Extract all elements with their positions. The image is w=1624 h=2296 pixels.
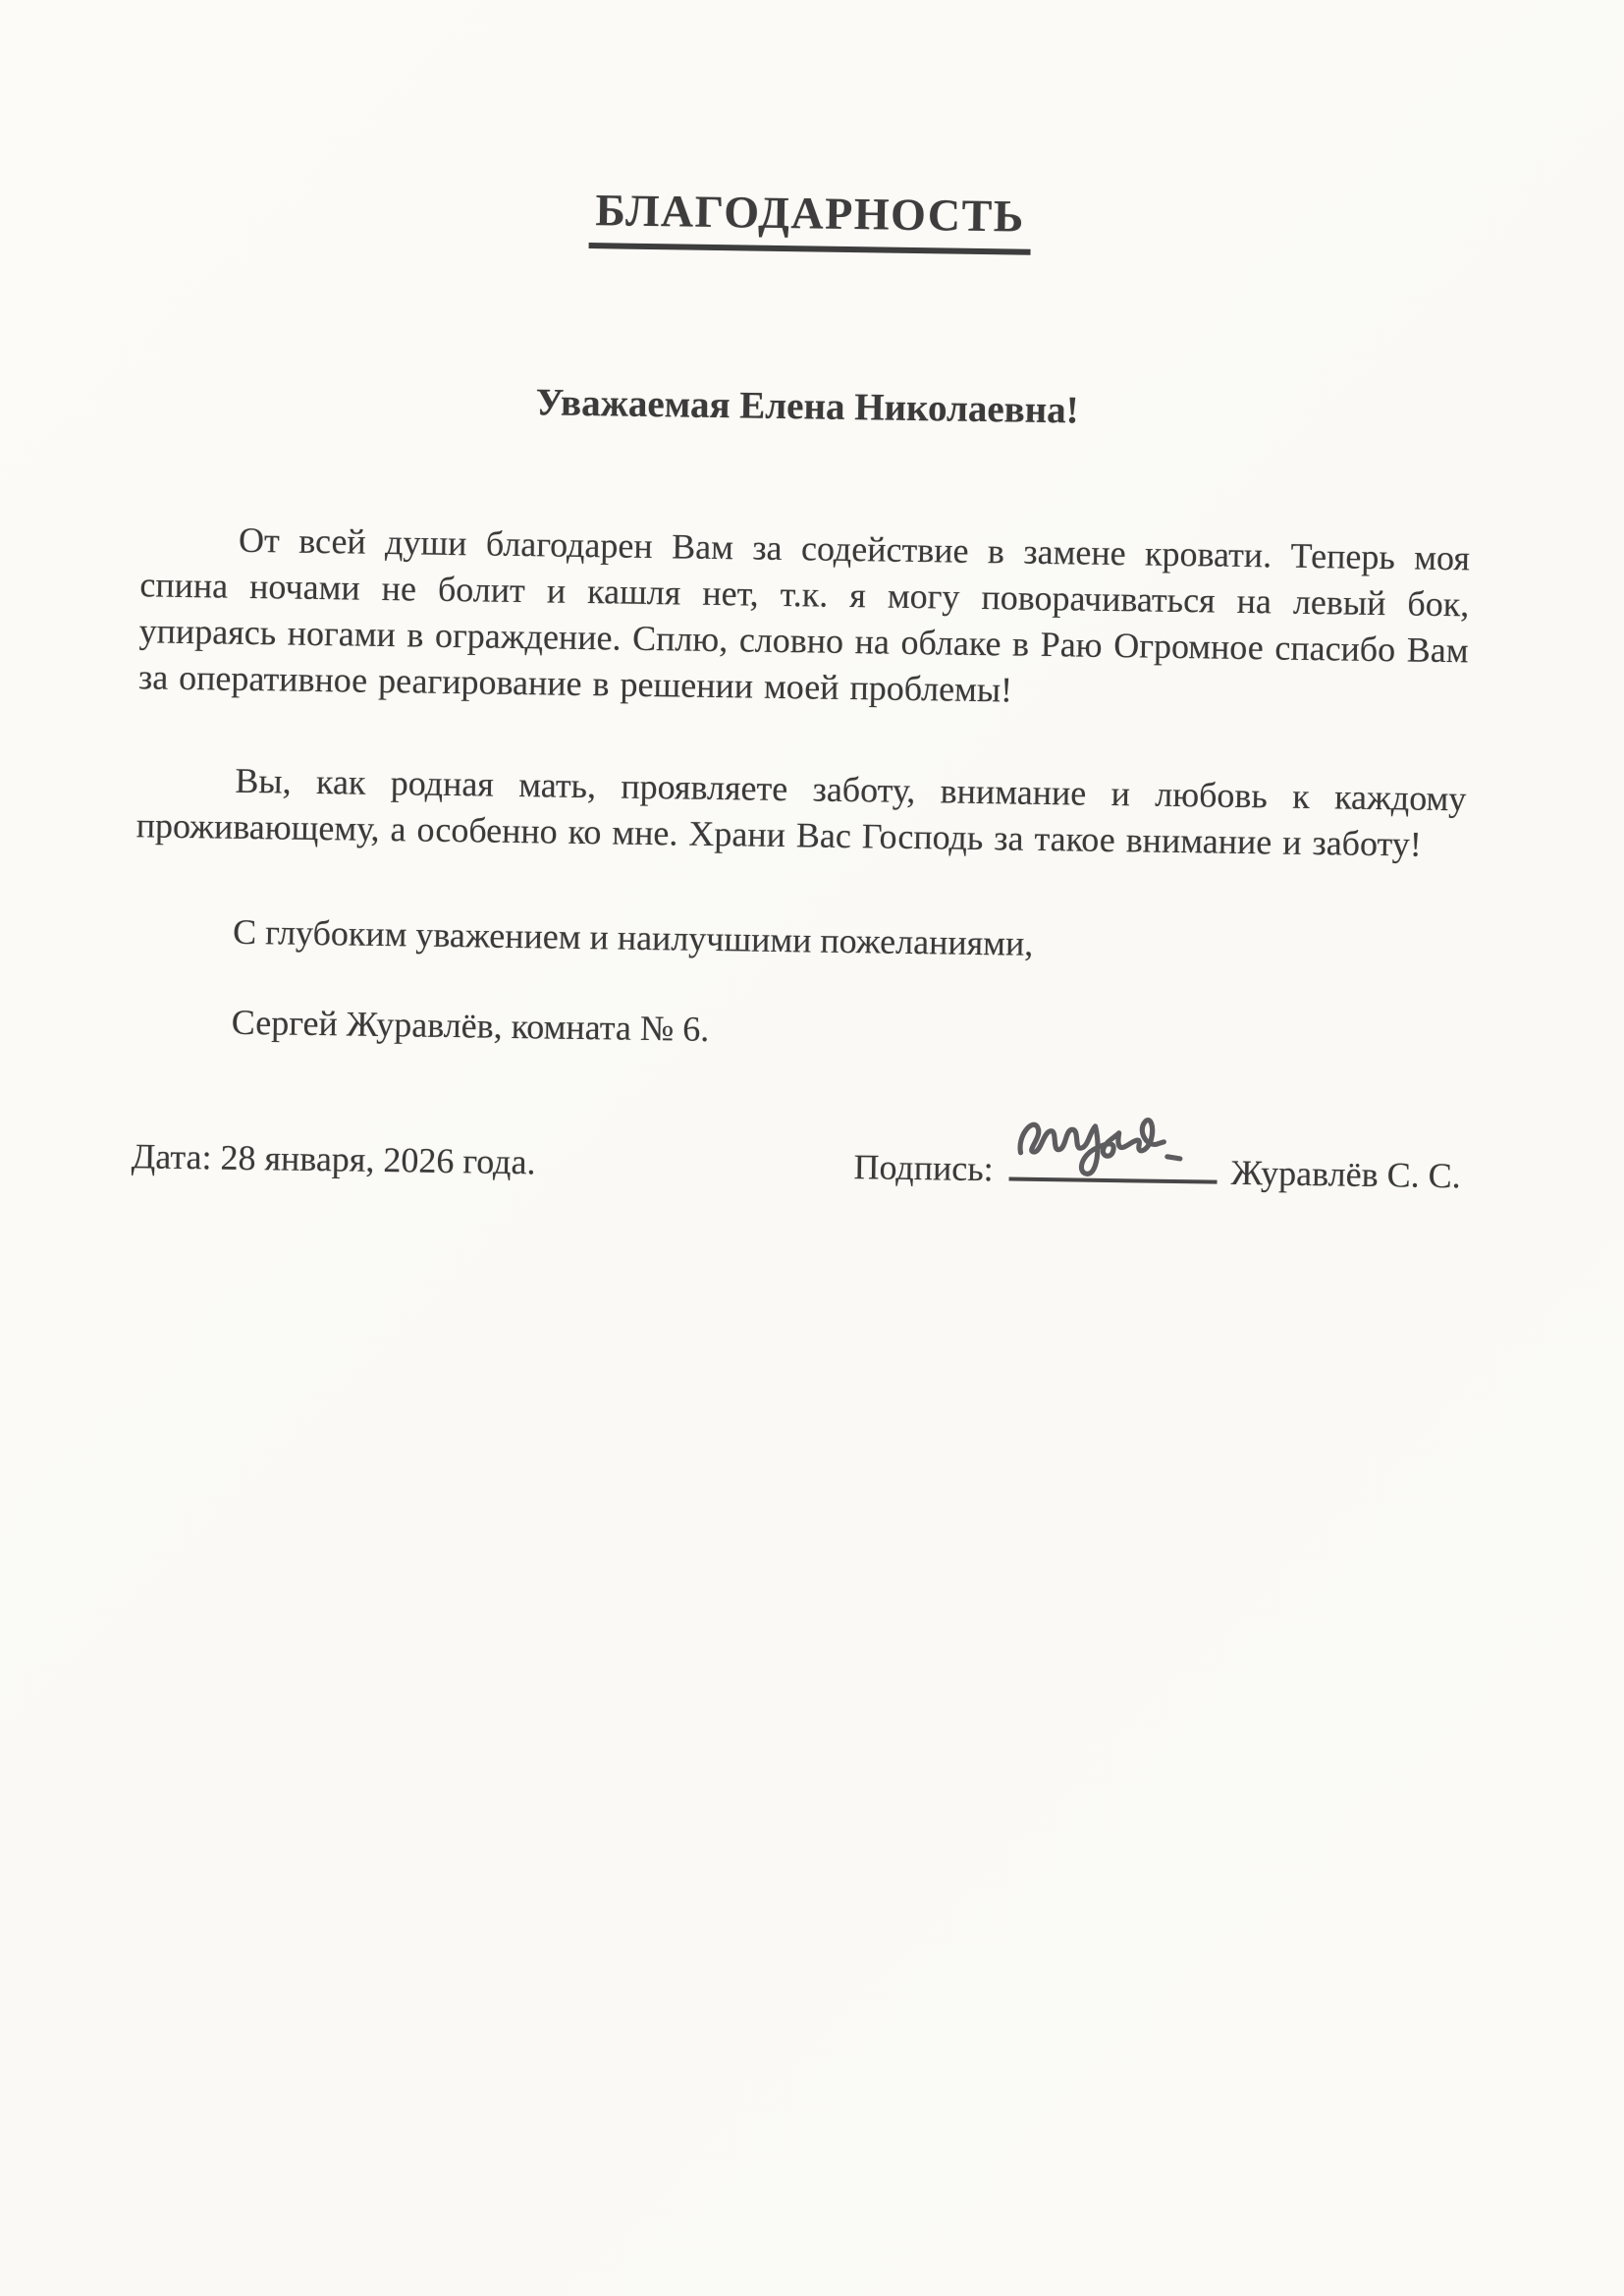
signature-label: Подпись: <box>853 1147 995 1189</box>
date-line: Дата: 28 января, 2026 года. <box>131 1136 536 1182</box>
paragraph-blessing: Вы, как родная мать, проявляете заботу, внимание и любовь к каждому проживающему, а особенно ко мне. Храни Вас Господь за такое внимание и заботу! <box>135 761 1467 865</box>
sender-name-line: Сергей Журавлёв, комната № 6. <box>231 1003 710 1050</box>
date-signature-row <box>131 1129 1461 1200</box>
letter-title-text: БЛАГОДАРНОСТЬ <box>589 186 1031 254</box>
signature-block <box>853 1140 1461 1200</box>
paragraph-gratitude: От всей души благодарен Вам за содействие в замене кровати. Теперь моя спина ночами не болит и кашля нет, т.к. я могу поворачиваться на левый бок, упираясь ногами в ограждение. Сплю, словно на облаке в Раю Огромное спасибо Вам за оперативное реагирование в решении моей проблемы! <box>137 520 1471 710</box>
letter-title <box>145 179 1476 261</box>
salutation-line: Уважаемая Елена Николаевна! <box>535 380 1080 432</box>
signature-line <box>1009 1142 1218 1184</box>
handwritten-signature-icon <box>1014 1093 1208 1190</box>
closing-line: С глубоким уважением и наилучшими пожеланиями, <box>232 912 1034 964</box>
signature-suffix: Журавлёв С. С. <box>1230 1153 1461 1196</box>
